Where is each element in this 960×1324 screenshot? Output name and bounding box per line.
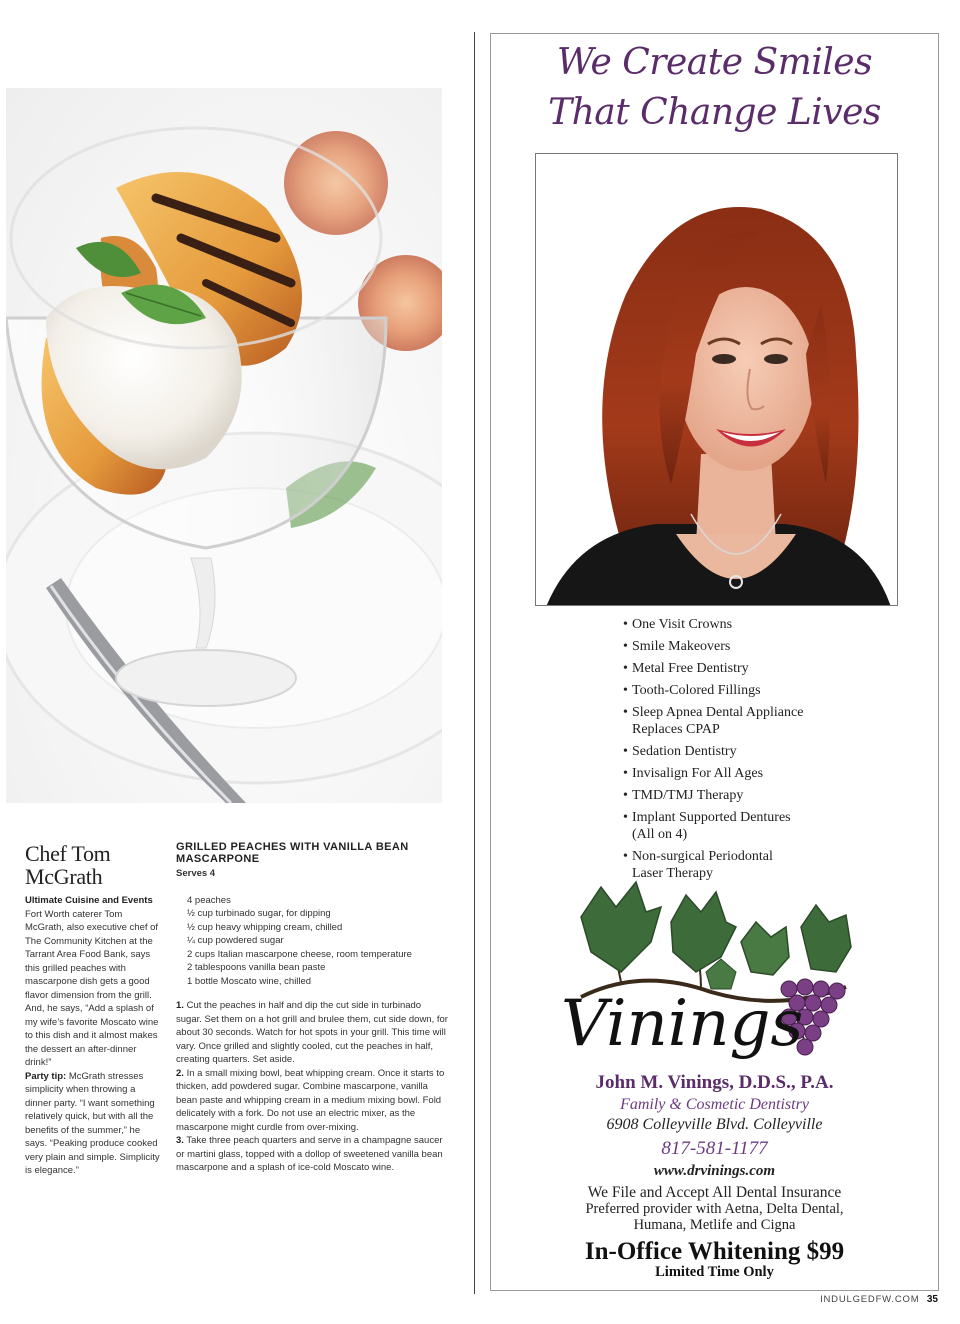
practice-type: Family & Cosmetic Dentistry	[620, 1096, 809, 1113]
insurance-statement: We File and Accept All Dental Insurance	[587, 1184, 842, 1201]
office-address: 6908 Colleyville Blvd. Colleyville	[606, 1116, 823, 1133]
party-tip-label: Party tip:	[25, 1070, 67, 1082]
ingredient-list	[187, 894, 448, 989]
party-tip	[25, 1070, 161, 1178]
step-number: 2.	[176, 1067, 184, 1079]
recipe-step	[176, 1134, 448, 1175]
step-text: In a small mixing bowl, beat whipping cream. Once it starts to thicken, add powdered sugar. Combine mascarpone, vanilla bean paste and whipping cream in a medium mixing bowl. Fold delicately with a fork. Do not use an electric mixer, as the mascarpone might curdle from over-mixing.	[176, 1067, 445, 1133]
service-item: • Implant Supported Dentures (All on 4)	[623, 809, 923, 843]
ingredient-item: 2 tablespoons vanilla bean paste	[187, 962, 326, 973]
ingredient-item: 4 peaches	[187, 894, 231, 906]
service-item: • One Visit Crowns	[623, 616, 923, 633]
recipe-title: GRILLED PEACHES WITH VANILLA BEAN MASCARPONE	[176, 841, 409, 865]
chef-name-line2: McGrath	[25, 864, 103, 889]
service-item: • Tooth-Colored Fillings	[623, 682, 923, 699]
recipe-steps	[176, 999, 448, 1175]
grilled-peaches-photo	[6, 88, 442, 803]
ingredient-item: 2 cups Italian mascarpone cheese, room temperature	[187, 948, 412, 960]
step-number: 1.	[176, 1000, 184, 1011]
page-footer	[820, 1294, 938, 1305]
step-number: 3.	[176, 1135, 184, 1146]
footer-site[interactable]: INDULGEDFW.COM	[820, 1294, 920, 1305]
ad-headline-line2: That Change Lives	[548, 92, 881, 133]
chef-profile	[25, 842, 161, 1178]
dentist-portrait	[535, 153, 898, 606]
logo-wordmark: Vinings	[561, 987, 804, 1061]
service-item: • Non-surgical Periodontal Laser Therapy	[623, 848, 923, 882]
chef-bio: Fort Worth caterer Tom McGrath, also executive chef of The Community Kitchen at the Tarrant Area Food Bank, says this grilled peaches with mascarpone dish gets a good flavor dimension from the grill. And, he says, “Add a splash of my wife’s favorite Moscato wine to this dish and it almost makes the dessert an after-dinner drink!”	[25, 908, 159, 1068]
service-item: • Metal Free Dentistry	[623, 660, 923, 677]
chef-company: Ultimate Cuisine and Events	[25, 895, 153, 906]
chef-name	[25, 842, 161, 888]
whitening-promo: In-Office Whitening $99	[584, 1238, 845, 1265]
chef-name-line1: Chef Tom	[25, 841, 111, 866]
service-item: • TMD/TMJ Therapy	[623, 787, 923, 804]
doctor-name: John M. Vinings, D.D.S., P.A.	[595, 1072, 834, 1093]
insurance-providers-line2: Humana, Metlife and Cigna	[633, 1217, 796, 1233]
step-text: Take three peach quarters and serve in a champagne saucer or martini glass, topped with a dollop of sweetened vanilla bean mascarpone and a splash of ice-cold Moscato wine.	[176, 1135, 443, 1173]
promo-subtext: Limited Time Only	[655, 1264, 774, 1280]
service-item: • Invisalign For All Ages	[623, 765, 923, 782]
ingredient-item: ½ cup turbinado sugar, for dipping	[187, 908, 331, 919]
recipe	[176, 841, 448, 1175]
column-divider	[474, 32, 475, 1294]
party-tip-text: McGrath stresses simplicity when throwing a dinner party. “I want something relatively quick, but with all the benefits of the summer,” he says. “Peaking produce cooked very plain and simple. Simplicity is elegance.”	[25, 1070, 160, 1176]
ingredient-item: ¼ cup powdered sugar	[187, 935, 284, 946]
insurance-providers	[491, 1201, 938, 1233]
ad-headline-line1: We Create Smiles	[556, 42, 873, 83]
ingredient-item: 1 bottle Moscato wine, chilled	[187, 975, 312, 987]
recipe-step	[176, 1067, 448, 1135]
service-item: • Smile Makeovers	[623, 638, 923, 655]
insurance-providers-line1: Preferred provider with Aetna, Delta Dental,	[585, 1201, 844, 1217]
vinings-logo	[561, 877, 861, 1067]
dental-advertisement	[490, 33, 939, 1291]
page-number: 35	[926, 1294, 938, 1305]
website-link[interactable]: www.drvinings.com	[653, 1163, 776, 1179]
service-item: • Sleep Apnea Dental Appliance Replaces CPAP	[623, 704, 923, 738]
step-text: Cut the peaches in half and dip the cut side in turbinado sugar. Set them on a hot grill and brulee them, cut side down, for about 30 seconds. Watch for hot spots in your grill. This time will vary. Once grilled and slightly cooled, cut the peaches in half, creating quarters. Set aside.	[176, 1000, 448, 1065]
ingredient-item: ½ cup heavy whipping cream, chilled	[187, 921, 343, 933]
service-item: • Sedation Dentistry	[623, 743, 923, 760]
services-list	[623, 616, 923, 887]
recipe-step	[176, 999, 448, 1067]
phone-number[interactable]: 817-581-1177	[661, 1138, 768, 1159]
recipe-serves: Serves 4	[176, 868, 216, 879]
